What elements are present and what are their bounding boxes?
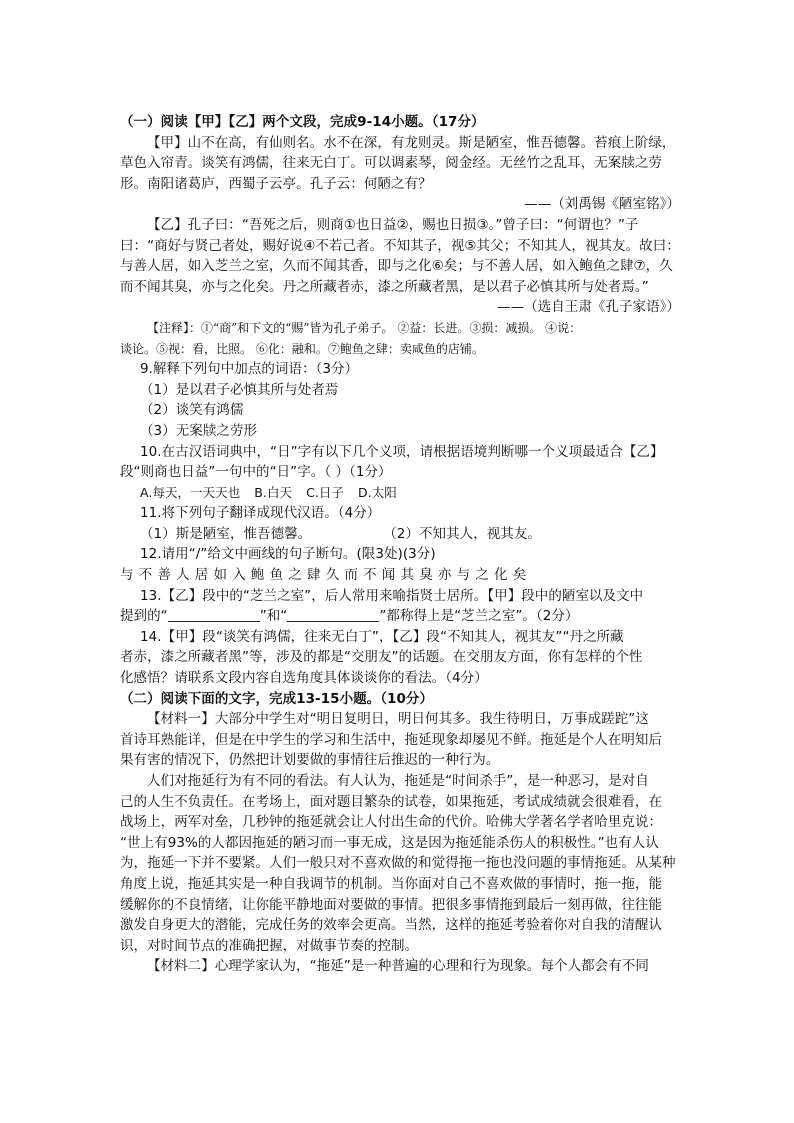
- passage-yi: [120, 215, 680, 318]
- question-item: （2）不知其人，视其友。: [383, 525, 541, 542]
- material-2: [120, 956, 680, 977]
- passage-line: 曰：“商好与贤己者处，赐好说④不若己者。不知其子，视⑤其父；不知其人，视其友。故曰：: [120, 237, 680, 254]
- question-item: （2）谈笑有鸿儒: [140, 402, 244, 419]
- question-stem: 11.将下列句子翻译成现代汉语。（4分）: [140, 505, 381, 522]
- passage-line: 【材料一】大部分中学生对“明日复明日，明日何其多。我生待明日，万事成蹉跎”这: [147, 711, 649, 728]
- option-c: C.日子: [306, 484, 344, 500]
- option-d: D.太阳: [358, 484, 397, 500]
- question-item: （3）无案牍之劳形: [140, 422, 258, 439]
- passage-jia: [120, 133, 680, 215]
- annotation-line: 谈论。⑤视：看，比照。 ⑥化：融和。⑦鲍鱼之肆：卖咸鱼的店铺。: [120, 341, 484, 356]
- answer-options: [120, 483, 680, 504]
- passage-line: 【乙】孔子曰：“吾死之后，则商①也日益②，赐也日损③。”曾子曰：“何谓也？”子: [147, 216, 639, 233]
- section1-heading: （一）阅读【甲】【乙】两个文段，完成9-14小题。（17分）: [120, 114, 485, 130]
- passage-source: ——（选自王肃《孔子家语》）: [497, 299, 680, 316]
- option-b: B.白天: [254, 484, 293, 500]
- passage-line: 角度上说，拖延其实是一种自我调节的机制。当你面对自己不喜欢做的事情时，拖一拖，能: [120, 875, 662, 892]
- passage-line: 缓解你的不良情绪，让你能平静地面对要做的事情。把很多事情拖到最后一刻再做，往往能: [120, 896, 662, 913]
- question-11: [120, 503, 680, 544]
- question-items: [120, 524, 680, 545]
- question-stem: 9.解释下列句中加点的词语：（3分）: [140, 361, 359, 378]
- question-9: [120, 359, 680, 441]
- annotation-line: 【注释】：①“商”和下文的“赐”皆为孔子弟子。 ②益：长进。③损：减损。 ④说：: [147, 320, 582, 335]
- question-stem: 10.在古汉语词典中，“日”字有以下几个义项，请根据语境判断哪一个义项最适合【乙】: [140, 443, 664, 460]
- answer-blank-1[interactable]: [168, 607, 260, 622]
- passage-line: 识，对时间节点的准确把握，对做事节奏的控制。: [120, 937, 419, 954]
- passage-line: 而不闻其臭，亦与之化矣。丹之所藏者赤，漆之所藏者黑，是以君子必慎其所与处者焉。”: [120, 278, 649, 295]
- question-stem: 段“则商也日益”一句中的“日”字。（ ）（1分）: [120, 464, 392, 481]
- question-item: （1）斯是陋室，惟吾德馨。: [140, 525, 312, 542]
- passage-source: ——（刘禹锡《陋室铭》）: [524, 196, 680, 213]
- material-1-paragraph-2: [120, 771, 680, 956]
- question-stem: 化感悟？请联系文段内容自选角度具体谈谈你的看法。（4分）: [120, 670, 488, 687]
- punctuation-sentence: 与不善人居如入鲍鱼之肆久而不闻其臭亦与之化矣: [120, 567, 532, 584]
- passage-line: 与善人居，如入芝兰之室，久而不闻其香，即与之化⑥矣；与不善人居，如入鲍鱼之肆⑦，久: [120, 258, 673, 275]
- answer-blank-2[interactable]: [287, 607, 379, 622]
- section2-heading: （二）阅读下面的文字，完成13-15小题。（10分）: [120, 690, 434, 707]
- question-13: [120, 586, 680, 627]
- passage-line: “世上有93%的人都因拖延的陋习而一事无成，这是因为拖延能杀伤人的积极性。”也有人认: [120, 834, 659, 851]
- question-fill-line: 提到的“ ”和“ ”都称得上是“芝兰之室”。（2分）: [120, 608, 579, 625]
- question-stem: 13.【乙】段中的“芝兰之室”，后人常用来喻指贤士居所。【甲】段中的陋室以及文中: [140, 587, 644, 604]
- passage-line: 战场上，两军对垒，几秒钟的拖延就会让人付出生命的代价。哈佛大学著名学者哈里克说：: [120, 814, 662, 831]
- question-item: （1）是以君子必慎其所与处者焉: [140, 381, 339, 398]
- question-stem: 12.请用“/”给文中画线的句子断句。(限3处)(3分): [140, 546, 436, 563]
- passage-line: 人们对拖延行为有不同的看法。有人认为，拖延是“时间杀手”，是一种恶习，是对自: [147, 773, 649, 789]
- question-stem: 14.【甲】段“谈笑有鸿儒，往来无白丁”，【乙】段“不知其人，视其友”“丹之所藏: [140, 628, 624, 645]
- passage-line: 激发自身更大的潜能，完成任务的效率会更高。当然，这样的拖延考验着你对自我的清醒认: [120, 917, 662, 934]
- passage-line: 【材料二】心理学家认为，“拖延”是一种普遍的心理和行为现象。每个人都会有不同: [147, 958, 649, 975]
- passage-line: 己的人生不负责任。在考场上，面对题目繁杂的试卷，如果拖延，考试成绩就会很难看，在: [120, 793, 662, 810]
- question-14: [120, 627, 680, 689]
- option-a: A.每天，一天天也: [140, 484, 241, 500]
- passage-line: 首诗耳熟能详，但是在中学生的学习和生活中，拖延现象却屡见不鲜。拖延是个人在明知后: [120, 731, 662, 748]
- exam-page: [120, 112, 680, 977]
- passage-line: 为，拖延一下并不要紧。人们一般只对不喜欢做的和觉得拖一拖也没问题的事情拖延。从某种: [120, 855, 676, 872]
- annotations: [120, 318, 680, 359]
- passage-line: 果有害的情况下，仍然把计划要做的事情往后推迟的一种行为。: [120, 752, 500, 769]
- passage-line: 形。南阳诸葛庐，西蜀子云亭。孔子云：何陋之有？: [120, 175, 432, 192]
- passage-line: 【甲】山不在高，有仙则名。水不在深，有龙则灵。斯是陋室，惟吾德馨。苔痕上阶绿，: [147, 134, 676, 151]
- material-1: [120, 709, 680, 771]
- question-stem: 者赤，漆之所藏者黑”等，涉及的都是“交朋友”的话题。在交朋友方面，你有怎样的个性: [120, 649, 643, 666]
- passage-line: 草色入帘青。谈笑有鸿儒，往来无白丁。可以调素琴，阅金经。无丝竹之乱耳，无案牍之劳: [120, 155, 662, 172]
- question-12: [120, 544, 680, 585]
- question-10: [120, 442, 680, 504]
